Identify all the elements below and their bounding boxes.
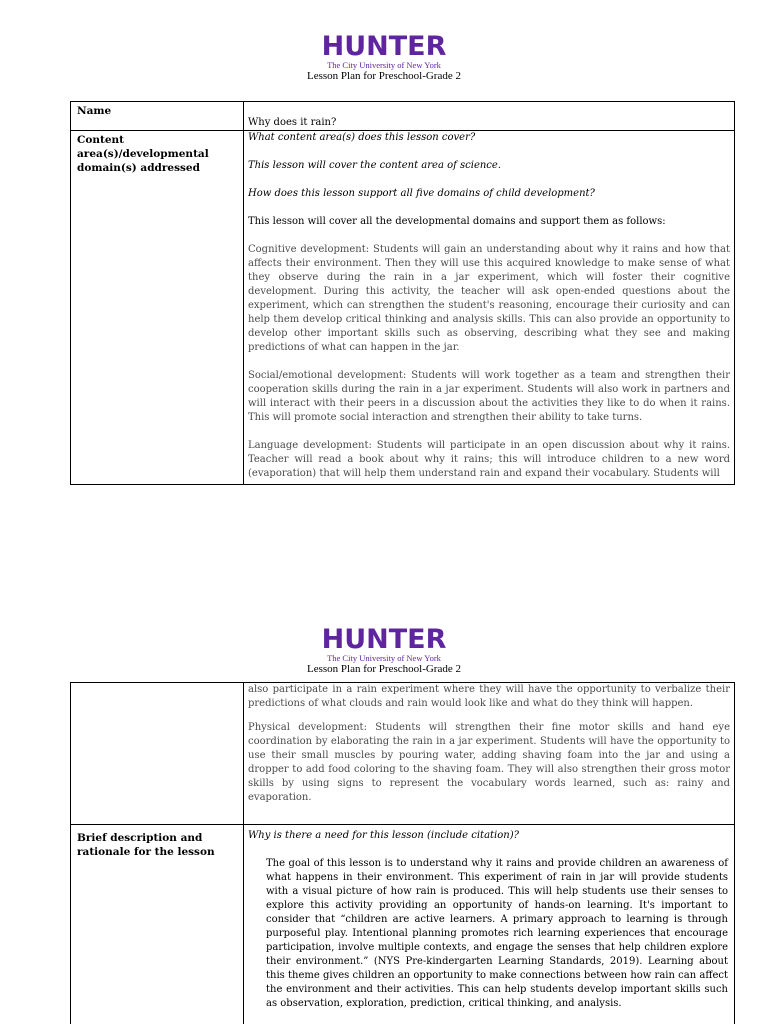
lesson-name: Why does it rain? [248,117,337,128]
hunter-logo-wordmark: HUNTER [321,31,447,62]
rationale-paragraph: The goal of this lesson is to understand why it rains and provide children an awareness of what happens in their environment. This experiment of rain in jar will provide students with a visual picture of how rain is produced. This will help students use their senses to explore this activity providing an opportunity of hands-on learning. It's important to consider that “children are active learners. A primary approach to learning is through purposeful play. Intentional planning promotes rich learning experiences that encourage participation, involve multiple contexts, and engage the senses that help children explore their environment.” (NYS Pre-kindergarten Learning Standards, 2019). Learning about this theme gives children an opportunity to make connections between how rain can affect the environment and their activities. This can help students develop important skills such as observation, exploration, prediction, critical thinking, and analysis. [266,858,728,1009]
hunter-logo [0,626,768,663]
lesson-plan-table [70,101,735,485]
language-paragraph: Language development: Students will participate in an open discussion about why it rains. Teacher will read a book about why it rains; this will introduce children to a new word (evaporation) that will help them understand rain and expand their vocabulary. Students will [248,440,730,479]
domains-question: How does this lesson support all five domains of child development? [248,188,595,199]
content-answer: This lesson will cover the content area of science. [248,160,501,171]
hunter-logo [0,33,768,70]
content-area-label: Content area(s)/developmental domain(s) addressed [71,131,244,485]
name-row [71,102,735,131]
social-emotional-paragraph: Social/emotional development: Students will work together as a team and strengthen their cooperation skills during the rain in a jar experiment. Students will also work in partners and will interact with their peers in a discussion about the activities they like to do when it rains. This will promote social interaction and strengthen their ability to take turns. [248,370,730,423]
brief-description-label: Brief description and rationale for the lesson [71,825,244,1024]
hunter-logo-wordmark: HUNTER [321,624,447,655]
brief-description-row [71,825,735,1024]
brief-description-cell [244,825,735,1024]
physical-paragraph: Physical development: Students will strengthen their fine motor skills and hand eye coordination by elaborating the rain in a jar experiment. Students will have the opportunity to use their small muscles by pouring water, adding shaving foam into the jar and using a dropper to add food coloring to the shaving foam. They will also strengthen their gross motor skills by using signs to represent the vocabulary words learned, such as: rainy and evaporation. [248,722,730,803]
name-label: Name [71,102,244,131]
page-gap [0,540,768,590]
content-area-row-continued [71,683,735,825]
content-area-label-empty [71,683,244,825]
document-title: Lesson Plan for Preschool-Grade 2 [307,70,461,82]
cognitive-paragraph: Cognitive development: Students will gain an understanding about why it rains and how that affects their environment. Then they will use this acquired knowledge to make sense of what they observe during the rain in a jar experiment, which will foster their cognitive development. During this activity, the teacher will ask open-ended questions about the experiment, which can strengthen the student's reasoning, encourage their curiosity and can help them develop critical thinking and analysis skills. This can also provide an opportunity to develop other important skills such as observing, describing what they see and making predictions of what can happen in the jar. [248,244,730,353]
content-area-cell [244,131,735,485]
content-area-row [71,131,735,485]
need-question: Why is there a need for this lesson (include citation)? [248,830,519,841]
lesson-plan-table-continued [70,682,735,1024]
domains-answer: This lesson will cover all the developmental domains and support them as follows: [248,216,666,227]
name-value [244,102,735,131]
content-question: What content area(s) does this lesson cover? [248,132,476,143]
content-area-cell-continued [244,683,735,825]
document-title: Lesson Plan for Preschool-Grade 2 [307,663,461,675]
language-paragraph-continued: also participate in a rain experiment where they will have the opportunity to verbalize their predictions of what clouds and rain would look like and what do they think will happen. [248,684,730,709]
hunter-logo-subtitle: The City University of New York [327,653,441,663]
document-page-2 [0,590,768,1024]
hunter-logo-subtitle: The City University of New York [327,60,441,70]
